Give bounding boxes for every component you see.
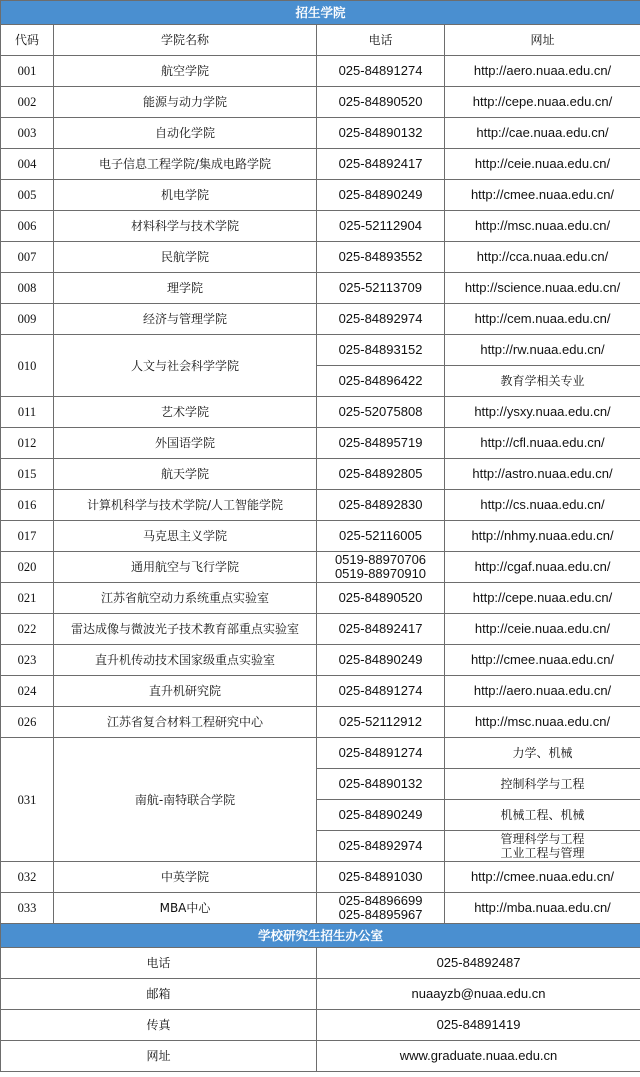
table-row [1, 211, 640, 242]
phone-line: 0519-88970706 [334, 552, 427, 567]
school-name: 理学院 [54, 273, 317, 304]
school-name: 民航学院 [54, 242, 317, 273]
phone-number: 025-84892974 [317, 831, 445, 862]
header-site: 网址 [445, 25, 640, 56]
office-value: nuaayzb@nuaa.edu.cn [317, 979, 640, 1010]
phone-number [317, 893, 445, 924]
website-url: http://cmee.nuaa.edu.cn/ [445, 645, 640, 676]
office-label: 传真 [1, 1010, 317, 1041]
phone-number: 025-52112912 [317, 707, 445, 738]
school-name: 南航-南特联合学院 [54, 738, 317, 862]
website-url: http://cae.nuaa.edu.cn/ [445, 118, 640, 149]
school-name: 自动化学院 [54, 118, 317, 149]
school-name: 机电学院 [54, 180, 317, 211]
school-code: 026 [1, 707, 54, 738]
website-url: http://nhmy.nuaa.edu.cn/ [445, 521, 640, 552]
website-url: http://cem.nuaa.edu.cn/ [445, 304, 640, 335]
phone-number: 025-84891274 [317, 676, 445, 707]
table-row [1, 428, 640, 459]
school-code: 024 [1, 676, 54, 707]
phone-number: 025-84890249 [317, 645, 445, 676]
website-url: http://ysxy.nuaa.edu.cn/ [445, 397, 640, 428]
table-row [1, 242, 640, 273]
website-url: http://mba.nuaa.edu.cn/ [445, 893, 640, 924]
major-note-line: 管理科学与工程 [500, 832, 585, 846]
school-code: 012 [1, 428, 54, 459]
phone-number: 025-84890249 [317, 180, 445, 211]
table-row [1, 304, 640, 335]
school-name: 直升机研究院 [54, 676, 317, 707]
website-url: http://ceie.nuaa.edu.cn/ [445, 614, 640, 645]
table-row [1, 118, 640, 149]
table-row [1, 180, 640, 211]
school-code: 022 [1, 614, 54, 645]
website-url: http://cfl.nuaa.edu.cn/ [445, 428, 640, 459]
table-row [1, 397, 640, 428]
website-url: http://cs.nuaa.edu.cn/ [445, 490, 640, 521]
school-code: 005 [1, 180, 54, 211]
school-code: 008 [1, 273, 54, 304]
school-name: 通用航空与飞行学院 [54, 552, 317, 583]
major-note [445, 831, 640, 862]
phone-number: 025-84890520 [317, 87, 445, 118]
table-row [1, 490, 640, 521]
major-note-line: 机械工程、机械 [500, 808, 585, 822]
phone-number: 025-52113709 [317, 273, 445, 304]
table-row [1, 707, 640, 738]
school-code: 031 [1, 738, 54, 862]
website-url: http://cmee.nuaa.edu.cn/ [445, 180, 640, 211]
phone-number: 025-84892417 [317, 614, 445, 645]
school-name: 外国语学院 [54, 428, 317, 459]
table-row [1, 87, 640, 118]
school-name: 能源与动力学院 [54, 87, 317, 118]
office-row [1, 948, 640, 979]
phone-number: 025-84896422 [317, 366, 445, 397]
school-name: 人文与社会科学学院 [54, 335, 317, 397]
phone-number: 025-84893152 [317, 335, 445, 366]
website-url: http://cepe.nuaa.edu.cn/ [445, 87, 640, 118]
table-row [1, 56, 640, 87]
school-code: 023 [1, 645, 54, 676]
phone-number: 025-84891274 [317, 738, 445, 769]
phone-number: 025-84890132 [317, 118, 445, 149]
school-code: 032 [1, 862, 54, 893]
website-url: http://cmee.nuaa.edu.cn/ [445, 862, 640, 893]
school-name: 江苏省复合材料工程研究中心 [54, 707, 317, 738]
school-code: 010 [1, 335, 54, 397]
phone-number: 025-84891030 [317, 862, 445, 893]
table-row [1, 521, 640, 552]
website-url: http://cepe.nuaa.edu.cn/ [445, 583, 640, 614]
school-name: 材料科学与技术学院 [54, 211, 317, 242]
office-title: 学校研究生招生办公室 [1, 924, 640, 948]
admissions-title: 招生学院 [1, 1, 640, 25]
phone-number: 025-84892805 [317, 459, 445, 490]
table-row [1, 273, 640, 304]
major-note-line: 工业工程与管理 [500, 846, 585, 860]
major-note-line: 力学、机械 [512, 746, 573, 760]
website-url: http://aero.nuaa.edu.cn/ [445, 676, 640, 707]
office-row [1, 1010, 640, 1041]
major-note [445, 738, 640, 769]
table-row [1, 149, 640, 180]
school-name: 中英学院 [54, 862, 317, 893]
school-code: 011 [1, 397, 54, 428]
school-code: 002 [1, 87, 54, 118]
phone-line: 025-84895967 [338, 907, 423, 922]
office-row [1, 1041, 640, 1072]
phone-number: 025-84891274 [317, 56, 445, 87]
school-code: 015 [1, 459, 54, 490]
phone-number [317, 552, 445, 583]
school-name: 艺术学院 [54, 397, 317, 428]
major-note-line: 控制科学与工程 [500, 777, 585, 791]
school-code: 003 [1, 118, 54, 149]
table-row [1, 645, 640, 676]
phone-number: 025-84890520 [317, 583, 445, 614]
school-code: 021 [1, 583, 54, 614]
office-row [1, 979, 640, 1010]
header-name: 学院名称 [54, 25, 317, 56]
phone-number: 025-84892830 [317, 490, 445, 521]
school-name: 经济与管理学院 [54, 304, 317, 335]
phone-number: 025-84892417 [317, 149, 445, 180]
phone-number: 025-84890249 [317, 800, 445, 831]
school-name: 江苏省航空动力系统重点实验室 [54, 583, 317, 614]
school-code: 017 [1, 521, 54, 552]
office-value: www.graduate.nuaa.edu.cn [317, 1041, 640, 1072]
office-title-row [1, 924, 640, 948]
website-url: http://msc.nuaa.edu.cn/ [445, 211, 640, 242]
table-row [1, 459, 640, 490]
table-row [1, 676, 640, 707]
school-code: 033 [1, 893, 54, 924]
office-label: 网址 [1, 1041, 317, 1072]
school-code: 009 [1, 304, 54, 335]
school-name: MBA中心 [54, 893, 317, 924]
major-note [445, 769, 640, 800]
table-row [1, 893, 640, 924]
table-row [1, 614, 640, 645]
table-row [1, 335, 640, 366]
school-name: 马克思主义学院 [54, 521, 317, 552]
school-code: 016 [1, 490, 54, 521]
website-url: http://cca.nuaa.edu.cn/ [445, 242, 640, 273]
website-url: http://aero.nuaa.edu.cn/ [445, 56, 640, 87]
school-name: 航天学院 [54, 459, 317, 490]
column-header-row [1, 25, 640, 56]
website-url: http://astro.nuaa.edu.cn/ [445, 459, 640, 490]
website-url: http://ceie.nuaa.edu.cn/ [445, 149, 640, 180]
school-code: 004 [1, 149, 54, 180]
school-name: 电子信息工程学院/集成电路学院 [54, 149, 317, 180]
table-row [1, 583, 640, 614]
office-label: 电话 [1, 948, 317, 979]
website-url: http://science.nuaa.edu.cn/ [445, 273, 640, 304]
website-url: http://rw.nuaa.edu.cn/ [445, 335, 640, 366]
phone-number: 025-84895719 [317, 428, 445, 459]
major-note: 教育学相关专业 [445, 366, 640, 397]
phone-number: 025-52075808 [317, 397, 445, 428]
office-value: 025-84891419 [317, 1010, 640, 1041]
header-code: 代码 [1, 25, 54, 56]
phone-number: 025-84893552 [317, 242, 445, 273]
phone-line: 0519-88970910 [334, 566, 427, 581]
website-url: http://msc.nuaa.edu.cn/ [445, 707, 640, 738]
school-name: 航空学院 [54, 56, 317, 87]
phone-number: 025-84890132 [317, 769, 445, 800]
table-row [1, 552, 640, 583]
admissions-title-row [1, 1, 640, 25]
table-row [1, 738, 640, 769]
school-name: 直升机传动技术国家级重点实验室 [54, 645, 317, 676]
header-phone: 电话 [317, 25, 445, 56]
table-row [1, 862, 640, 893]
school-code: 001 [1, 56, 54, 87]
phone-number: 025-52112904 [317, 211, 445, 242]
office-label: 邮箱 [1, 979, 317, 1010]
phone-line: 025-84896699 [338, 893, 423, 908]
school-code: 020 [1, 552, 54, 583]
website-url: http://cgaf.nuaa.edu.cn/ [445, 552, 640, 583]
school-code: 006 [1, 211, 54, 242]
phone-number: 025-52116005 [317, 521, 445, 552]
school-name: 雷达成像与微波光子技术教育部重点实验室 [54, 614, 317, 645]
school-code: 007 [1, 242, 54, 273]
phone-number: 025-84892974 [317, 304, 445, 335]
office-value: 025-84892487 [317, 948, 640, 979]
major-note [445, 800, 640, 831]
school-name: 计算机科学与技术学院/人工智能学院 [54, 490, 317, 521]
